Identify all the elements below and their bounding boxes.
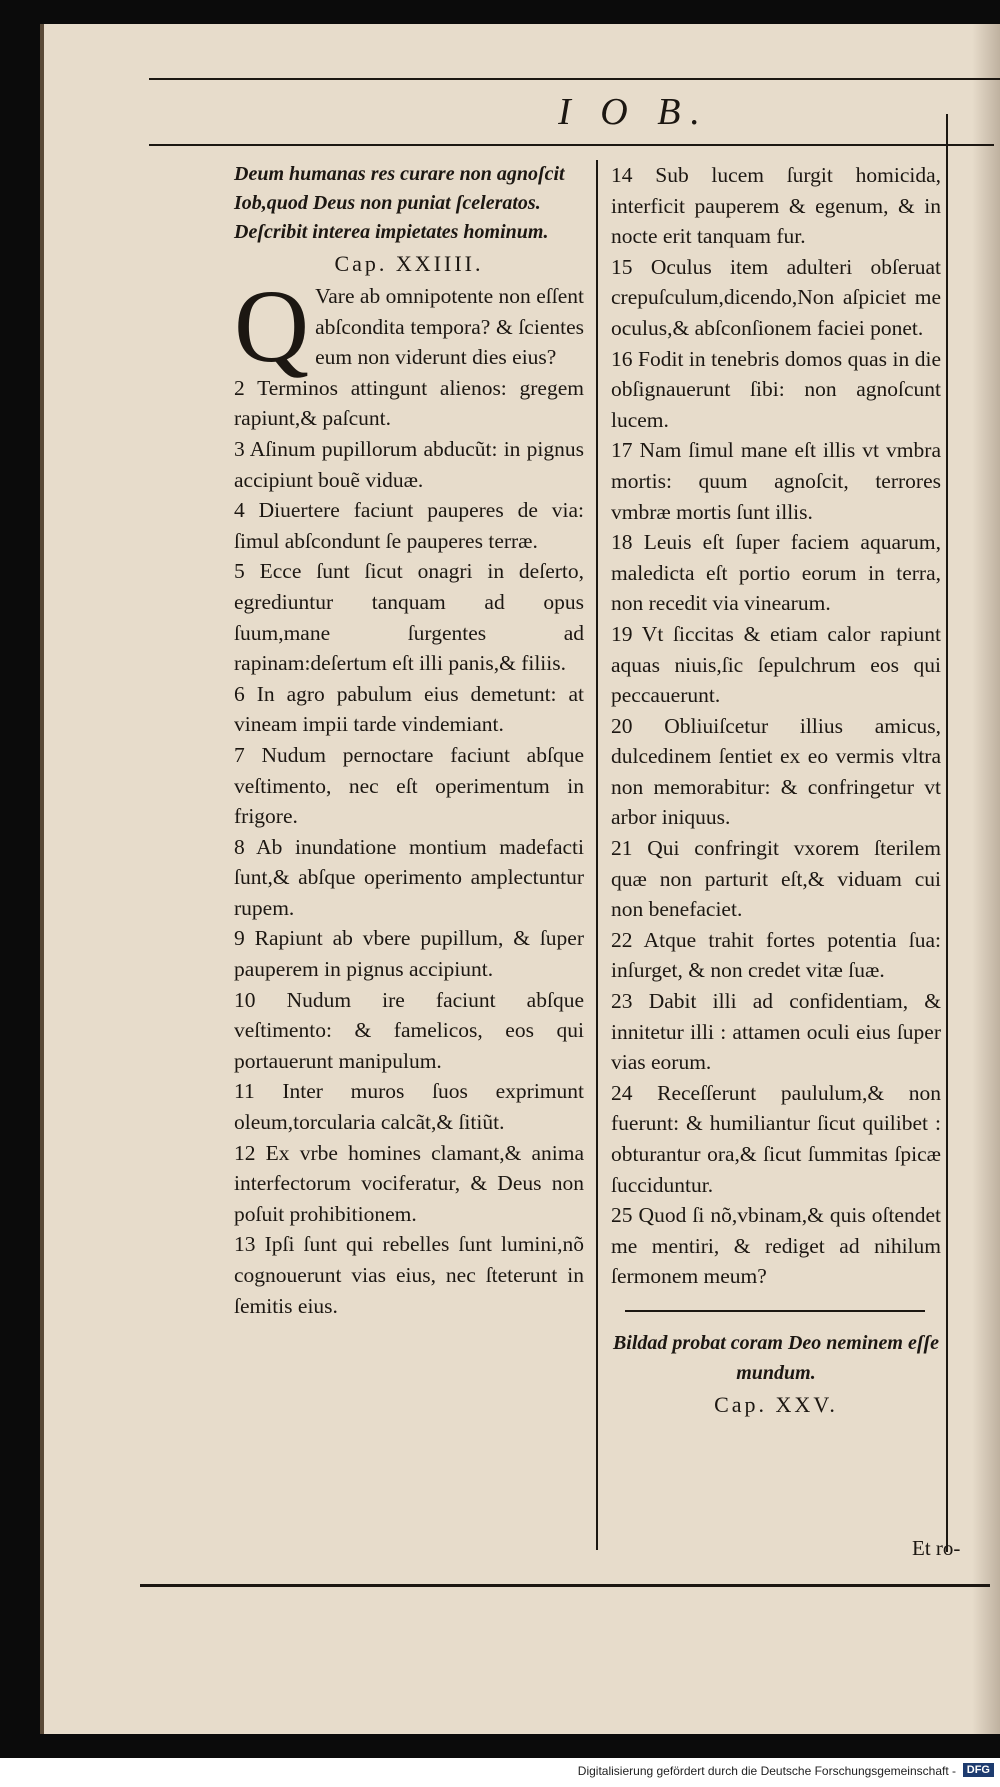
verse: 14 Sub lucem ſurgit homicida, interficit pauperem & egenum, & in nocte erit tanquam fur. bbox=[611, 163, 941, 249]
verse: 17 Nam ſimul mane eſt illis vt vmbra mortis: quum agnoſcit, terrores vmbræ mortis ſunt illis. bbox=[611, 438, 941, 524]
verse: 19 Vt ſiccitas & etiam calor rapiunt aquas niuis,ſic ſepulchrum eos qui peccauerunt. bbox=[611, 621, 941, 708]
verse-1-text: Vare ab omnipotente non eſſent abſcondita tempora? & ſcientes eum non viderunt dies eius? bbox=[315, 284, 584, 370]
verse: 12 Ex vrbe homines clamant,& anima interfectorum vociferatur, & Deus non poſuit prohibitionem. bbox=[234, 1140, 584, 1226]
verse: 2 Terminos attingunt alienos: gregem rapiunt,& paſcunt. bbox=[234, 375, 584, 431]
catchword: Et ro- bbox=[912, 1536, 961, 1560]
chapter-summary: Bildad probat coram Deo neminem eſſe mundum. bbox=[612, 1331, 940, 1384]
chapter-heading: Cap. XXIIII. bbox=[334, 251, 484, 276]
right-column bbox=[611, 160, 941, 1422]
header-rule bbox=[149, 144, 994, 146]
section-rule bbox=[625, 1310, 925, 1312]
column-divider bbox=[596, 160, 598, 1550]
verse: 10 Nudum ire faciunt abſque veſtimento: & famelicos, eos qui portauerunt manipulum. bbox=[234, 987, 584, 1073]
dfg-logo: DFG bbox=[963, 1763, 994, 1777]
running-head: I O B. bbox=[558, 91, 710, 133]
left-column bbox=[234, 160, 584, 1321]
verse: 13 Ipſi ſunt qui rebelles ſunt lumini,nõ cognouerunt vias eius, nec ſteterunt in ſemitis eius. bbox=[234, 1232, 584, 1318]
verse: 9 Rapiunt ab vbere pupillum, & ſuper pauperem in pignus accipiunt. bbox=[234, 926, 584, 982]
verse-1 bbox=[234, 269, 584, 384]
verse: 21 Qui confringit vxorem ſterilem quæ non parturit eſt,& viduam cui non benefaciet. bbox=[611, 836, 941, 922]
verse: 3 Aſinum pupillorum abducũt: in pignus accipiunt bouẽ viduæ. bbox=[234, 436, 584, 492]
verse: 6 In agro pabulum eius demetunt: at vineam impii tarde vindemiant. bbox=[234, 681, 584, 737]
verse: 23 Dabit illi ad confidentiam, & innitetur illi : attamen oculi eius ſuper vias eorum. bbox=[611, 989, 941, 1075]
drop-cap-initial: Q bbox=[234, 269, 310, 384]
verse: 7 Nudum pernoctare faciunt abſque veſtimento, nec eſt operimentum in frigore. bbox=[234, 742, 584, 829]
verse: 18 Leuis eſt ſuper faciem aquarum, maledicta eſt portio eorum in terra, non recedit via vinearum. bbox=[611, 530, 941, 616]
verse: 15 Oculus item adulteri obſeruat crepuſculum,dicendo,Non aſpiciet me oculus,& abſconſionem faciei ponet. bbox=[611, 254, 941, 340]
verse: 25 Quod ſi nõ,vbinam,& quis oſtendet me mentiri, & rediget ad nihilum ſermonem meum? bbox=[611, 1203, 941, 1289]
right-border-rule bbox=[946, 114, 948, 1552]
chapter-heading: Cap. XXV. bbox=[714, 1391, 838, 1417]
verse: 24 Receſſerunt paululum,& non fuerunt: & humiliantur ſicut quilibet : obturantur ora,& ſicut ſummitas ſpicæ ſucciduntur. bbox=[611, 1080, 941, 1197]
bottom-rule bbox=[140, 1584, 990, 1587]
digitization-footer bbox=[0, 1758, 1000, 1787]
book-page bbox=[40, 24, 1000, 1734]
verse: 4 Diuertere faciunt pauperes de via: ſimul abſcondunt ſe pauperes terræ. bbox=[234, 498, 584, 553]
verse: 8 Ab inundatione montium madefacti ſunt,& abſque operimento amplectuntur rupem. bbox=[234, 834, 584, 920]
top-rule bbox=[149, 78, 1000, 80]
verse: 16 Fodit in tenebris domos quas in die obſignauerunt ſibi: non agnoſcunt lucem. bbox=[611, 346, 941, 432]
verse: 20 Obliuiſcetur illius amicus, dulcedinem ſentiet ex eo vermis vltra non memorabitur: & confringetur vt arbor iniquus. bbox=[611, 713, 941, 830]
page-edge-shadow bbox=[972, 24, 1000, 1734]
footer-credit: Digitalisierung gefördert durch die Deutsche Forschungsgemeinschaft - bbox=[577, 1764, 956, 1778]
verse: 11 Inter muros ſuos exprimunt oleum,torcularia calcãt,& ſitiũt. bbox=[234, 1079, 584, 1135]
verse: 22 Atque trahit fortes potentia ſua: inſurget, & non credet vitæ ſuæ. bbox=[611, 927, 941, 983]
chapter-summary: Deum humanas res curare non agnoſcit Iob,quod Deus non puniat ſceleratos. Deſcribit interea impietates hominum. bbox=[234, 163, 565, 243]
verse: 5 Ecce ſunt ſicut onagri in deſerto, egrediuntur tanquam ad opus ſuum,mane ſurgentes ad rapinam:deſertum eſt illi panis,& filiis. bbox=[234, 559, 584, 676]
